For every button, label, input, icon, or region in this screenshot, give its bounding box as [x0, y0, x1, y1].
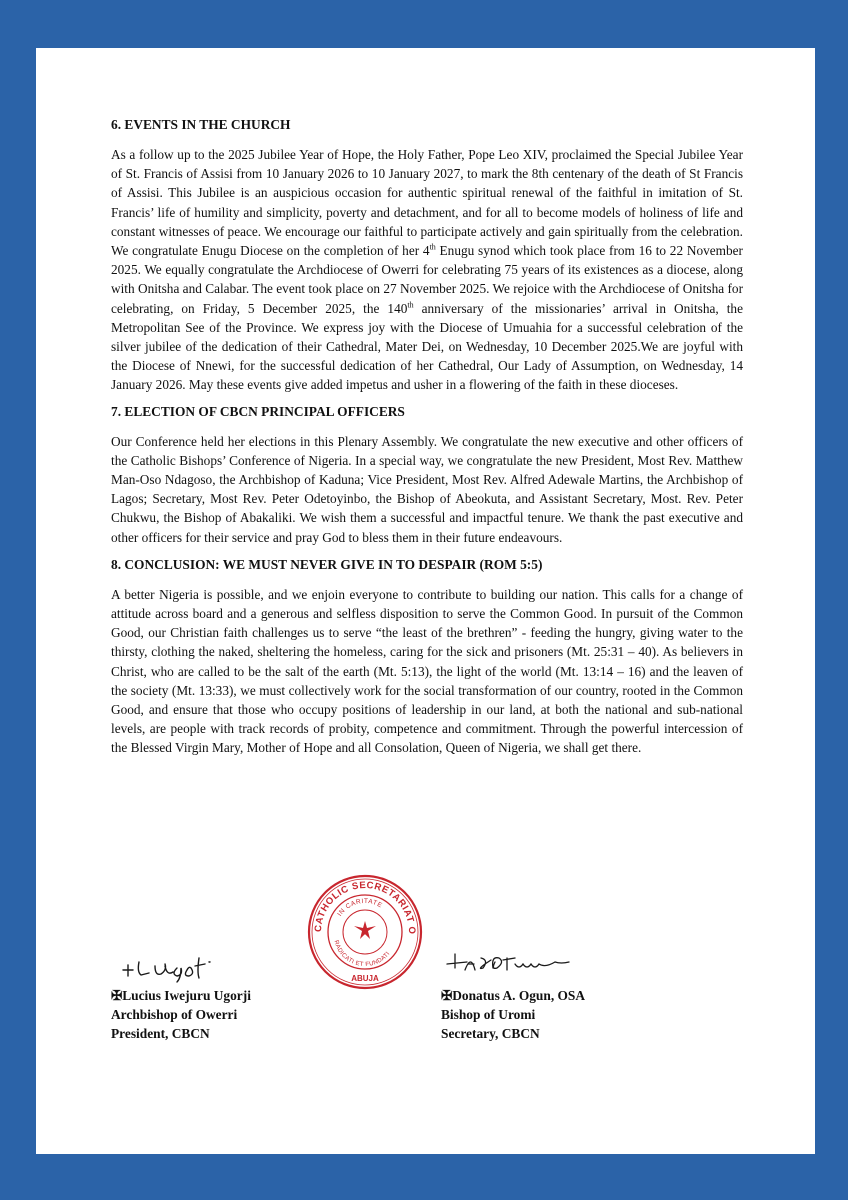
document-page [36, 48, 815, 1154]
section-paragraph: Our Conference held her elections in this Plenary Assembly. We congratulate the new executive and other officers of the Catholic Bishops’ Conference of Nigeria. In a special way, we congratulate the new President, Most Rev. Matthew Man-Oso Ndagoso, the Archbishop of Kaduna; Vice President, Most Rev. Alfred Adewale Martins, the Archbishop of Lagos; Secretary, Most Rev. Peter Odetoyinbo, the Bishop of Abeokuta, and Assistant Secretary, Most. Rev. Peter Chukwu, the Bishop of Abakaliki. We wish them a successful and impactful tenure. We thank the past executive and other officers for their service and pray God to bless them in their future endeavours. [111, 433, 743, 545]
section-paragraph: A better Nigeria is possible, and we enjoin everyone to contribute to building our nation. This calls for a change of attitude across board and a generous and selfless disposition to serve the Common Good. In pursuit of the Common Good, our Christian faith challenges us to serve “the least of the brethren” - feeding the hungry, giving water to the thirsty, clothing the naked, sheltering the homeless, caring for the sick and prisoners (Mt. 25:31 – 40). As believers in Christ, who are called to be the salt of the earth (Mt. 5:13), the light of the world (Mt. 13:14 – 16) and the leaven of the society (Mt. 13:33), we must collectively work for the social transformation of our country, rooted in the Common Good, and ensure that those who occupy positions of leadership in our land, at both the national and sub-national levels, are people with track records of probity, competence and commitment. Through the powerful intercession of the Blessed Virgin Mary, Mother of Hope and all Consolation, Queen of Nigeria, we shall get there. [111, 586, 743, 756]
dove-icon [354, 921, 376, 939]
section-heading: 7. ELECTION OF CBCN PRINCIPAL OFFICERS [111, 403, 405, 419]
signatory-title: Bishop of Uromi [441, 1007, 536, 1023]
section-paragraph: As a follow up to the 2025 Jubilee Year of Hope, the Holy Father, Pope Leo XIV, proclaimed the Special Jubilee Year of St. Francis of Assisi from 10 January 2026 to 10 January 2027, to mark the 8th centenary of the death of St Francis of Assisi. This Jubilee is an auspicious occasion for authentic spiritual renewal of the faithful in imitation of St. Francis’ life of humility and simplicity, poverty and detachment, and for all to become models of holiness of life and constant witnesses of peace. We encourage our faithful to participate actively and gain spiritually from the celebration. We congratulate Enugu Diocese on the completion of her 4th Enugu synod which took place from 16 to 22 November 2025. We equally congratulate the Archdiocese of Owerri for celebrating 75 years of its existences as a diocese, along with Onitsha and Calabar. The event took place on 27 November 2025. We rejoice with the Archdiocese of Onitsha for celebrating, on Friday, 5 December 2025, the 140th anniversary of the missionaries’ arrival in Onitsha, the Metropolitan See of the Province. We express joy with the Diocese of Umuahia for a successful celebration of the silver jubilee of the dedication of their Cathedral, Mater Dei, on Wednesday, 10 December 2025.We are joyful with the Diocese of Nnewi, for the successful dedication of her Cathedral, Our Lady of Assumption, on Wednesday, 14 January 2026. May these events give added impetus and usher in a flowering of the faith in these dioceses. [111, 147, 743, 393]
official-seal [304, 871, 426, 993]
signatory-name: ✠Donatus A. Ogun, OSA [441, 988, 586, 1003]
seal-outer-text: CATHOLIC SECRETARIAT O [312, 879, 418, 935]
handwritten-signature [111, 948, 321, 986]
seal-inner-bottom: RADICATI ET FUNDATI [332, 939, 392, 969]
signatory-role: President, CBCN [111, 1026, 210, 1042]
svg-text:IN CARITATE [336, 898, 383, 918]
handwritten-signature [441, 948, 681, 986]
seal-bottom-text: ABUJA [351, 974, 379, 983]
signature-block-left [111, 948, 321, 1044]
section-heading: 6. EVENTS IN THE CHURCH [111, 117, 291, 132]
signatory-role: Secretary, CBCN [441, 1026, 540, 1042]
seal-inner-top: IN CARITATE [336, 897, 384, 918]
document-body [111, 116, 743, 758]
signatory-name: ✠Lucius Iwejuru Ugorji [111, 988, 251, 1003]
section-heading: 8. CONCLUSION: WE MUST NEVER GIVE IN TO DESPAIR (ROM 5:5) [111, 556, 543, 572]
signatory-title: Archbishop of Owerri [111, 1007, 238, 1023]
signature-block-right [441, 948, 681, 1044]
